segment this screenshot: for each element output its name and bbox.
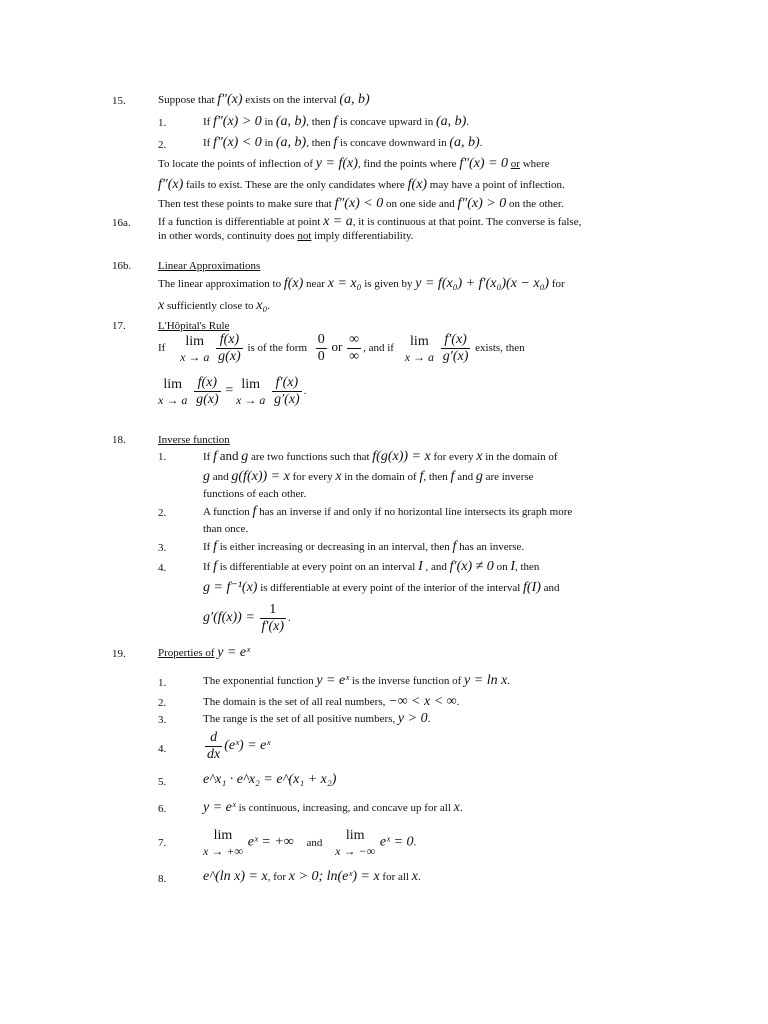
item-17-heading: L'Hôpital's Rule — [158, 320, 230, 332]
item-16b-line2: x sufficiently close to x₀. — [158, 298, 271, 313]
item-15-sub1-text: If f″(x) > 0 in (a, b), then f is concave upward in (a, b). — [203, 114, 470, 129]
item-18-sub1-line3: functions of each other. — [203, 488, 307, 500]
item-19-sub7-formula: lim x → +∞ eˣ = +∞ and lim x → −∞ eˣ = 0. — [203, 828, 417, 858]
item-19-number: 19. — [112, 648, 126, 660]
item-19-sub3-number: 3. — [158, 714, 167, 726]
item-18-sub3-text: If f is either increasing or decreasing in an interval, then f has an inverse. — [203, 539, 525, 554]
item-18-sub1-number: 1. — [158, 451, 167, 463]
item-19-sub4-number: 4. — [158, 743, 167, 755]
item-15-para-line2: f″(x) fails to exist. These are the only candidates where f(x) may have a point of inflection. — [158, 177, 565, 192]
item-19-sub1-number: 1. — [158, 677, 167, 689]
item-18-sub4-line2: g = f⁻¹(x) is differentiable at every point of the interior of the interval f(I) and — [203, 580, 560, 595]
item-18-sub4-line1: If f is differentiable at every point on an interval I , and f′(x) ≠ 0 on I, then — [203, 559, 540, 574]
item-18-sub3-number: 3. — [158, 542, 167, 554]
item-16a-number: 16a. — [112, 217, 131, 229]
item-18-sub2-number: 2. — [158, 507, 167, 519]
item-18-sub2-line1: A function f has an inverse if and only if no horizontal line intersects its graph more — [203, 504, 573, 519]
item-19-sub6-text: y = eˣ is continuous, increasing, and concave up for all x. — [203, 800, 463, 815]
item-16b-heading: Linear Approximations — [158, 260, 261, 272]
item-15-sub1-number: 1. — [158, 117, 167, 129]
item-18-sub4-line3: g′(f(x)) = $\frac{1}{f'(x)}$ . — [203, 602, 291, 634]
item-18-heading: Inverse function — [158, 434, 230, 446]
item-19-sub8-number: 8. — [158, 873, 167, 885]
item-15-sub2-text: If f″(x) < 0 in (a, b), then f is concave downward in (a, b). — [203, 135, 483, 150]
item-16b-line1: The linear approximation to f(x) near x = x₀ is given by y = f(x₀) + f′(x₀)(x − x₀) for — [158, 276, 565, 291]
item-16a-line1: If a function is differentiable at point x = a, it is continuous at that point. The converse is false, — [158, 214, 582, 229]
item-19-sub2-text: The domain is the set of all real numbers, −∞ < x < ∞. — [203, 694, 460, 709]
item-19-sub6-number: 6. — [158, 803, 167, 815]
item-15-para-line1: To locate the points of inflection of y = f(x), find the points where f″(x) = 0 or where — [158, 156, 550, 171]
item-16a-line2: in other words, continuity does not imply differentiability. — [158, 230, 414, 242]
item-19-sub5-number: 5. — [158, 776, 167, 788]
item-18-sub4-number: 4. — [158, 562, 167, 574]
item-18-number: 18. — [112, 434, 126, 446]
item-19-sub2-number: 2. — [158, 697, 167, 709]
item-19-sub8-formula: e^(ln x) = x, for x > 0; ln(eˣ) = x for all x. — [203, 869, 421, 884]
item-17-condition: If lim x → a $\frac{f(x)}{g(x)}$ is of the form $\frac{0}{0}$ or $\frac{\infty}{\infty}$ , and if lim x → a $\frac{f'(x)}{g'(x)}$ exists, then — [158, 332, 525, 364]
item-15-para-line3: Then test these points to make sure that f″(x) < 0 on one side and f″(x) > 0 on the other. — [158, 196, 564, 211]
item-15-number: 15. — [112, 95, 126, 107]
item-19-sub5-formula: e^x₁ · e^x₂ = e^(x₁ + x₂) — [203, 772, 337, 787]
item-19-heading: Properties of y = eˣ — [158, 645, 251, 660]
item-16b-number: 16b. — [112, 260, 132, 272]
item-19-sub4-formula: $\frac{d}{dx}$ (eˣ) = eˣ — [207, 730, 271, 762]
item-19-sub3-text: The range is the set of all positive numbers, y > 0. — [203, 711, 431, 726]
item-15-sub2-number: 2. — [158, 139, 167, 151]
item-19-sub7-number: 7. — [158, 837, 167, 849]
item-19-sub1-text: The exponential function y = eˣ is the inverse function of y = ln x. — [203, 673, 511, 688]
item-18-sub2-line2: than once. — [203, 523, 249, 535]
item-17-conclusion: lim x → a $\frac{f(x)}{g(x)}$ = lim x → a $\frac{f'(x)}{g'(x)}$ . — [158, 375, 307, 407]
item-18-sub1-line1: If f and g are two functions such that f(g(x)) = x for every x in the domain of — [203, 448, 558, 464]
item-15-intro: Suppose that f″(x) exists on the interval (a, b) — [158, 92, 370, 107]
item-18-sub1-line2: g and g(f(x)) = x for every x in the domain of f, then f and g are inverse — [203, 469, 534, 484]
item-17-number: 17. — [112, 320, 126, 332]
